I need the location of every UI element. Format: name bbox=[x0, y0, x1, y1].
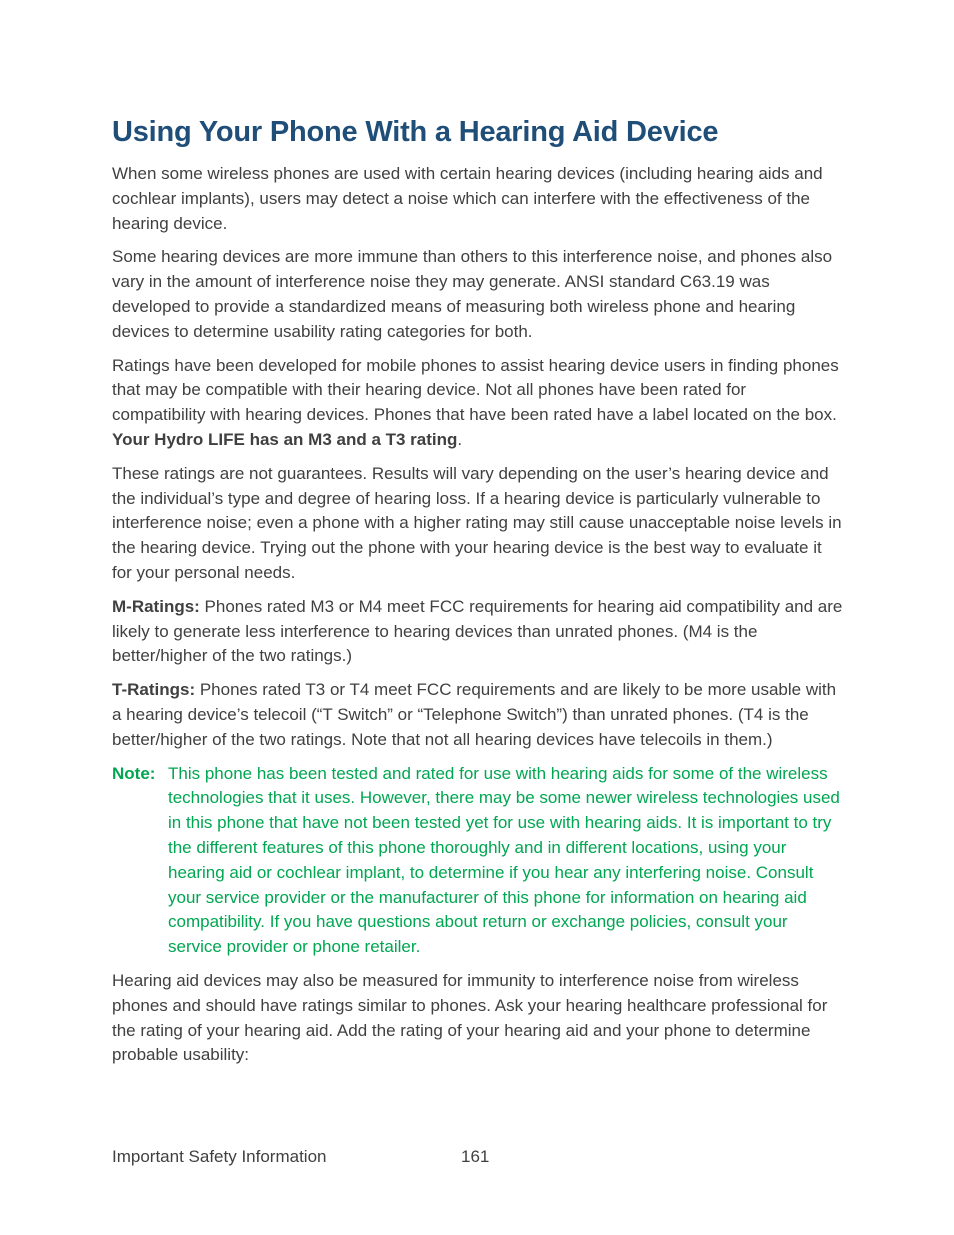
page-title: Using Your Phone With a Hearing Aid Device bbox=[112, 116, 719, 148]
paragraph-t-ratings bbox=[112, 678, 844, 752]
note-label: Note: bbox=[112, 763, 156, 783]
ratings-end: . bbox=[457, 429, 463, 449]
note-text: This phone has been tested and rated for use with hearing aids for some of the wireless technologies that it uses. However, there may be some newer wireless technologies used in this phone that have not been tested yet for use with hearing aids. It is important to try the different features of this phone thoroughly and in different locations, using your hearing aid or cochlear implant, to determine if you hear any interfering noise. Consult your service provider or the manufacturer of this phone for information on hearing aid compatibility. If you have questions about return or exchange policies, consult your service provider or phone retailer. bbox=[168, 763, 840, 957]
paragraph-ratings bbox=[112, 354, 844, 453]
t-ratings-label: T-Ratings: bbox=[112, 680, 196, 700]
note-block bbox=[112, 762, 844, 960]
t-ratings-text: Phones rated T3 or T4 meet FCC requirements and are likely to be more usable with a hearing device’s telecoil (“T Switch” or “Telephone Switch”) than unrated phones. (T4 is the better/higher of the two ratings. Note that not all hearing devices have telecoils in them.) bbox=[112, 680, 837, 749]
paragraph-m-ratings bbox=[112, 595, 844, 669]
footer-page-number: 161 bbox=[461, 1147, 490, 1166]
ratings-text: Ratings have been developed for mobile phones to assist hearing device users in finding phones that may be compatible with their hearing device. Not all phones have been rated for compatibility with hearing devices. Phones that have been rated have a label located on the box. bbox=[112, 355, 839, 425]
m-ratings-text: Phones rated M3 or M4 meet FCC requirements for hearing aid compatibility and are likely to generate less interference to hearing devices than unrated phones. (M4 is the better/higher of the two ratings.) bbox=[112, 596, 843, 666]
footer-section-title: Important Safety Information bbox=[112, 1147, 327, 1166]
ratings-bold: Your Hydro LIFE has an M3 and a T3 rating bbox=[112, 429, 458, 449]
paragraph-immunity: Some hearing devices are more immune than others to this interference noise, and phones also vary in the amount of interference noise they may generate. ANSI standard C63.19 was developed to provide a standardized means of measuring both wireless phone and hearing devices to determine usability rating categories for both. bbox=[112, 247, 833, 341]
paragraph-guarantees: These ratings are not guarantees. Results will vary depending on the user’s hearing device and the individual’s type and degree of hearing loss. If a hearing device is particularly vulnerable to interference noise; even a phone with a higher rating may still cause unacceptable noise levels in the hearing device. Trying out the phone with your hearing device is the best way to evaluate it for your personal needs. bbox=[112, 463, 842, 582]
m-ratings-label: M-Ratings: bbox=[112, 596, 200, 616]
paragraph-intro: When some wireless phones are used with certain hearing devices (including hearing aids and cochlear implants), users may detect a noise which can interfere with the effectiveness of the hearing device. bbox=[112, 164, 823, 233]
document-page bbox=[112, 112, 844, 1077]
paragraph-usability: Hearing aid devices may also be measured for immunity to interference noise from wireless phones and should have ratings similar to phones. Ask your hearing healthcare professional for the rating of your hearing aid. Add the rating of your hearing aid and your phone to determine probable usability: bbox=[112, 970, 828, 1065]
